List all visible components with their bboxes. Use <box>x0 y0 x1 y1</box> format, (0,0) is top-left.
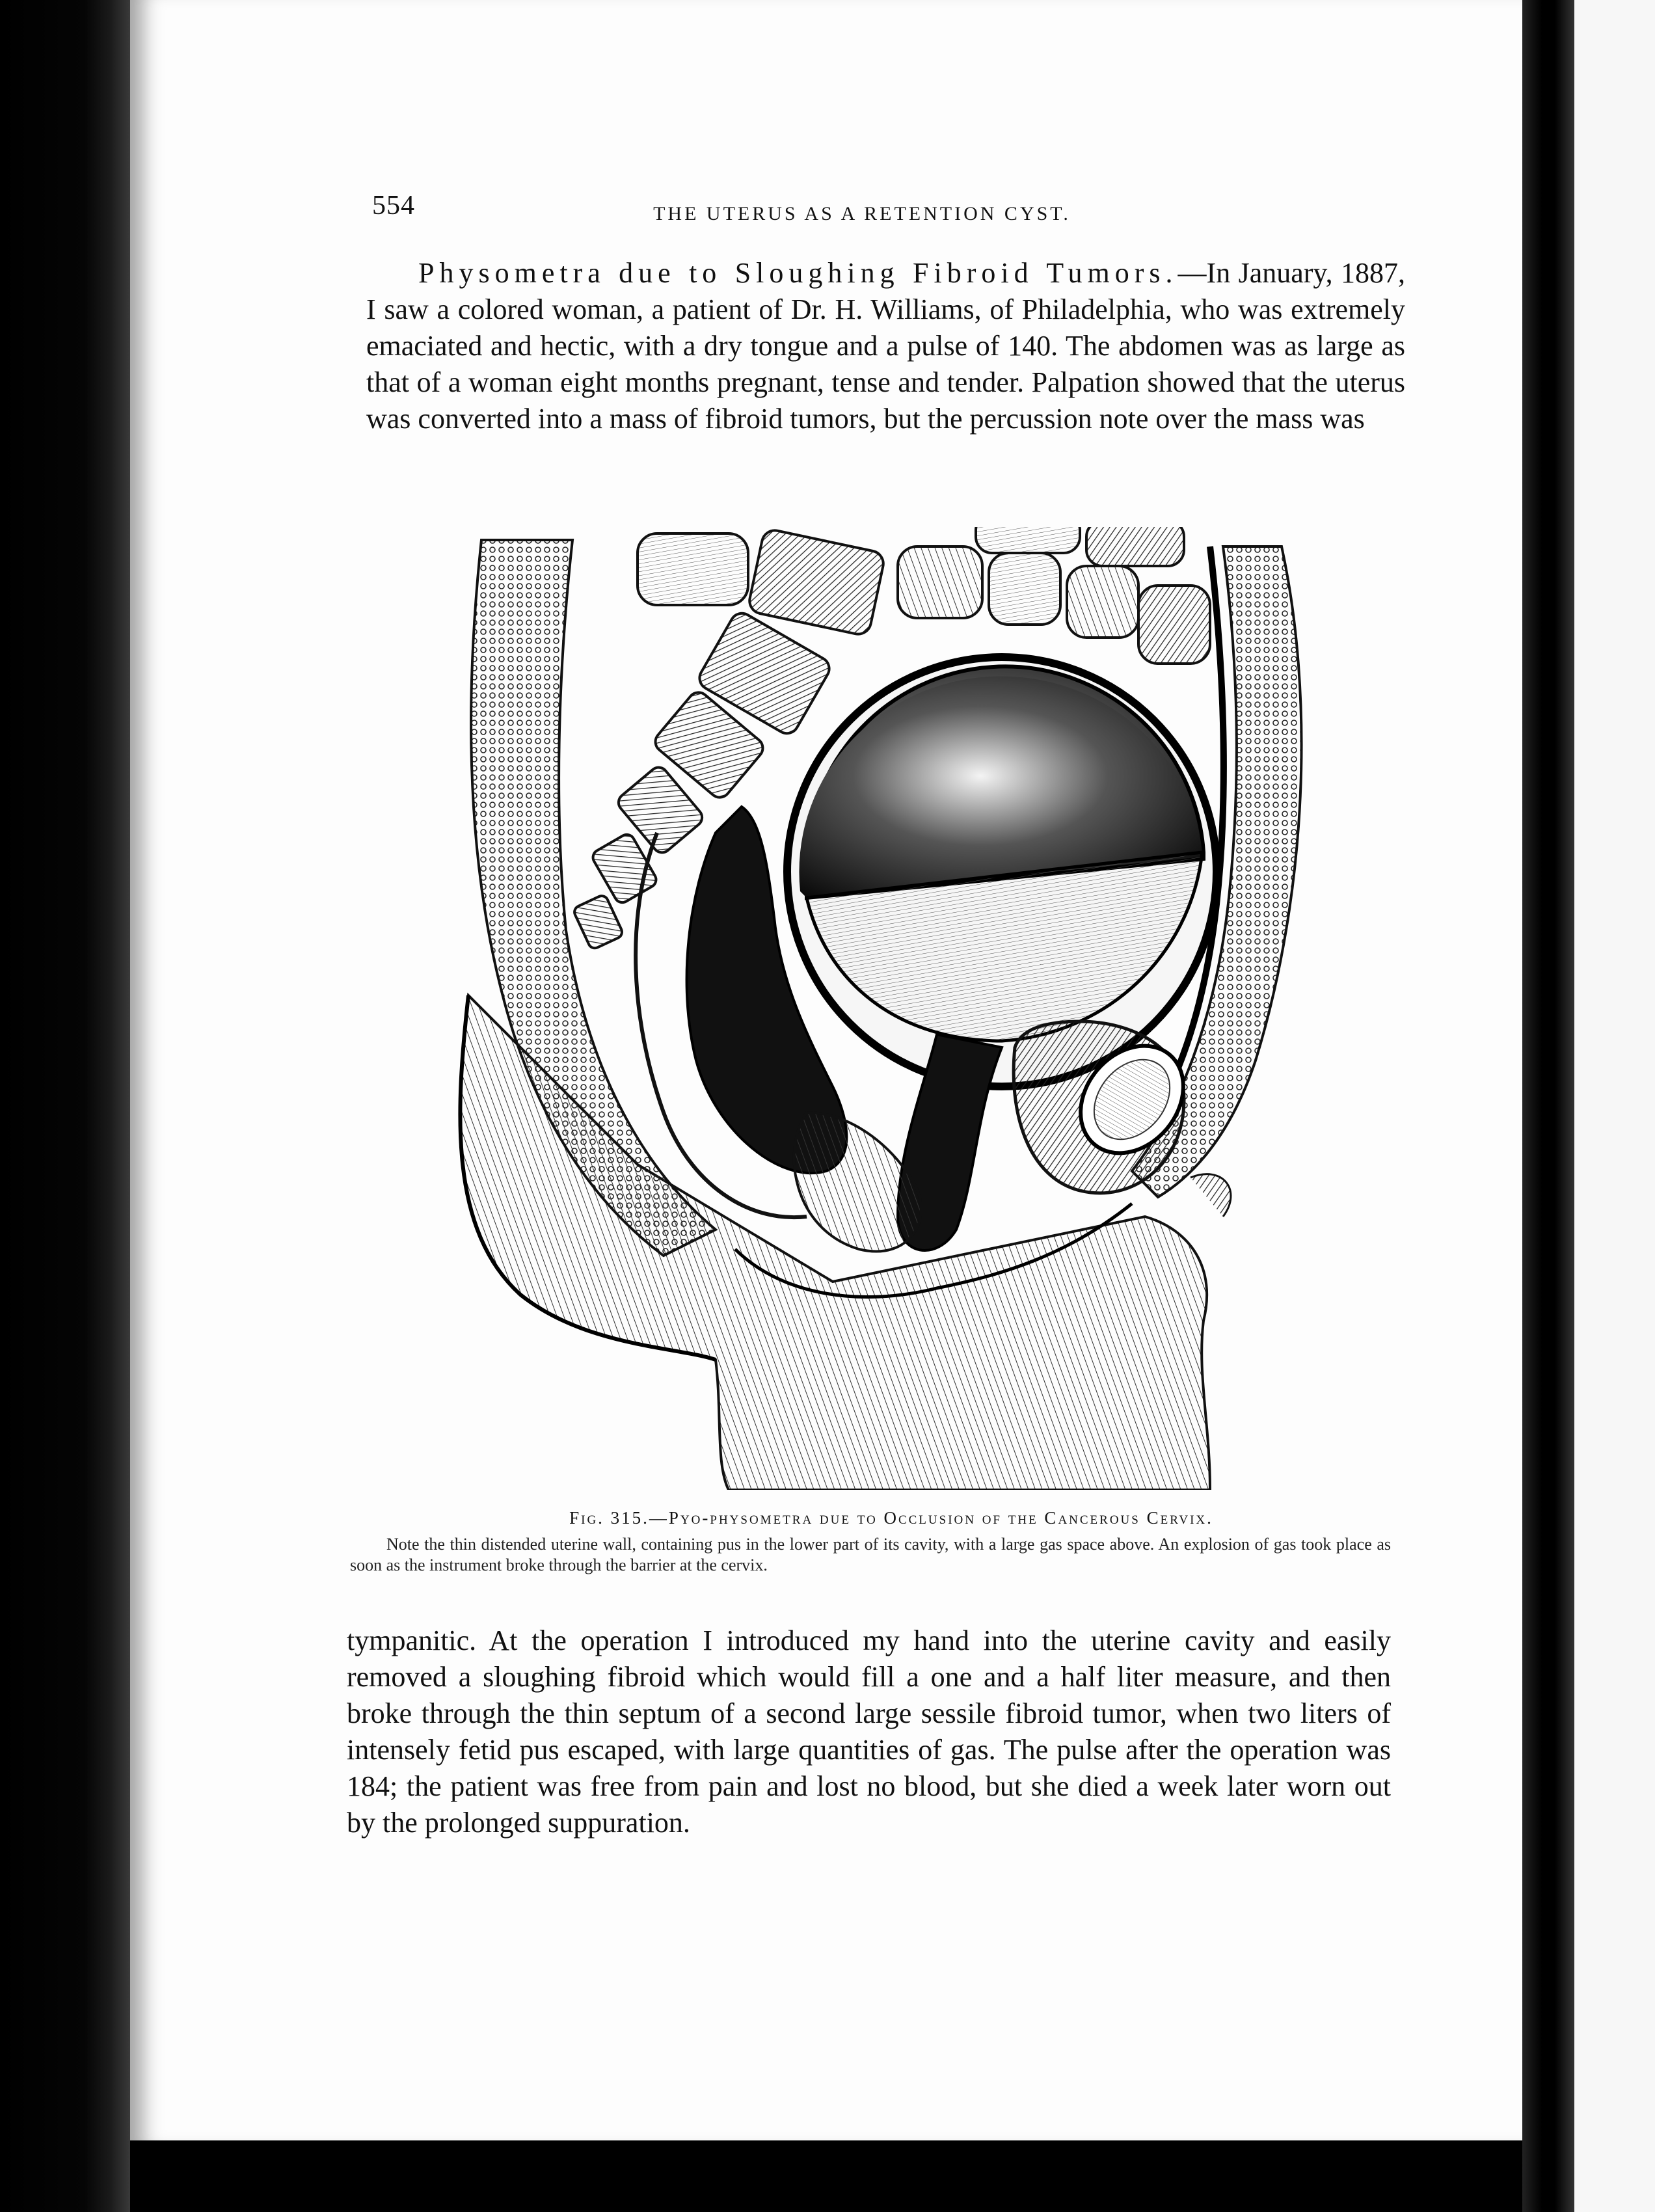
paragraph-text: —In January, 1887, I saw a colored woman, a patient of Dr. H. Williams, of Philadelphia, who was extremely emaciated and hectic, with a dry tongue and a pulse of 140. The abdomen was as large as that of a woman eight months pregnant, tense and tender. Palpation showed that the uterus was converted into a mass of fibroid tumors, but the percussion note over the mass was <box>366 257 1405 435</box>
section-heading: Physometra due to Sloughing Fibroid Tumors. <box>418 257 1178 289</box>
paragraph-before-figure <box>366 255 1405 437</box>
intestines <box>898 527 1210 664</box>
paragraph-after-figure: tympanitic. At the operation I introduced my hand into the uterine cavity and easily removed a sloughing fibroid which would fill a one and a half liter measure, and then broke through the thin septum of a second large sessile fibroid tumor, when two liters of intensely fetid pus escaped, with large quantities of gas. The pulse after the operation was 184; the patient was free from pain and lost no blood, but she died a week later worn out by the prolonged suppuration. <box>347 1625 1391 1839</box>
pubic-hair <box>1191 1174 1231 1217</box>
page-number: 554 <box>372 191 415 221</box>
next-page-edge <box>1574 0 1655 2212</box>
figure-caption: Note the thin distended uterine wall, containing pus in the lower part of its cavity, with a large gas space above. An explosion of gas took place as soon as the instrument broke through the barrier at the cervix. <box>350 1535 1391 1574</box>
vagina <box>794 1113 921 1251</box>
pelvis-sagittal-section-drawing <box>442 527 1327 1490</box>
running-title: THE UTERUS AS A RETENTION CYST. <box>653 203 1071 224</box>
figure-title: Fig. 315.—Pyo-physometra due to Occlusion of the Cancerous Cervix. <box>569 1508 1213 1528</box>
scan-bottom-border <box>130 2140 1522 2212</box>
book-gutter <box>1522 0 1574 2212</box>
book-left-edge <box>0 0 150 2212</box>
anatomical-illustration <box>442 527 1327 1490</box>
